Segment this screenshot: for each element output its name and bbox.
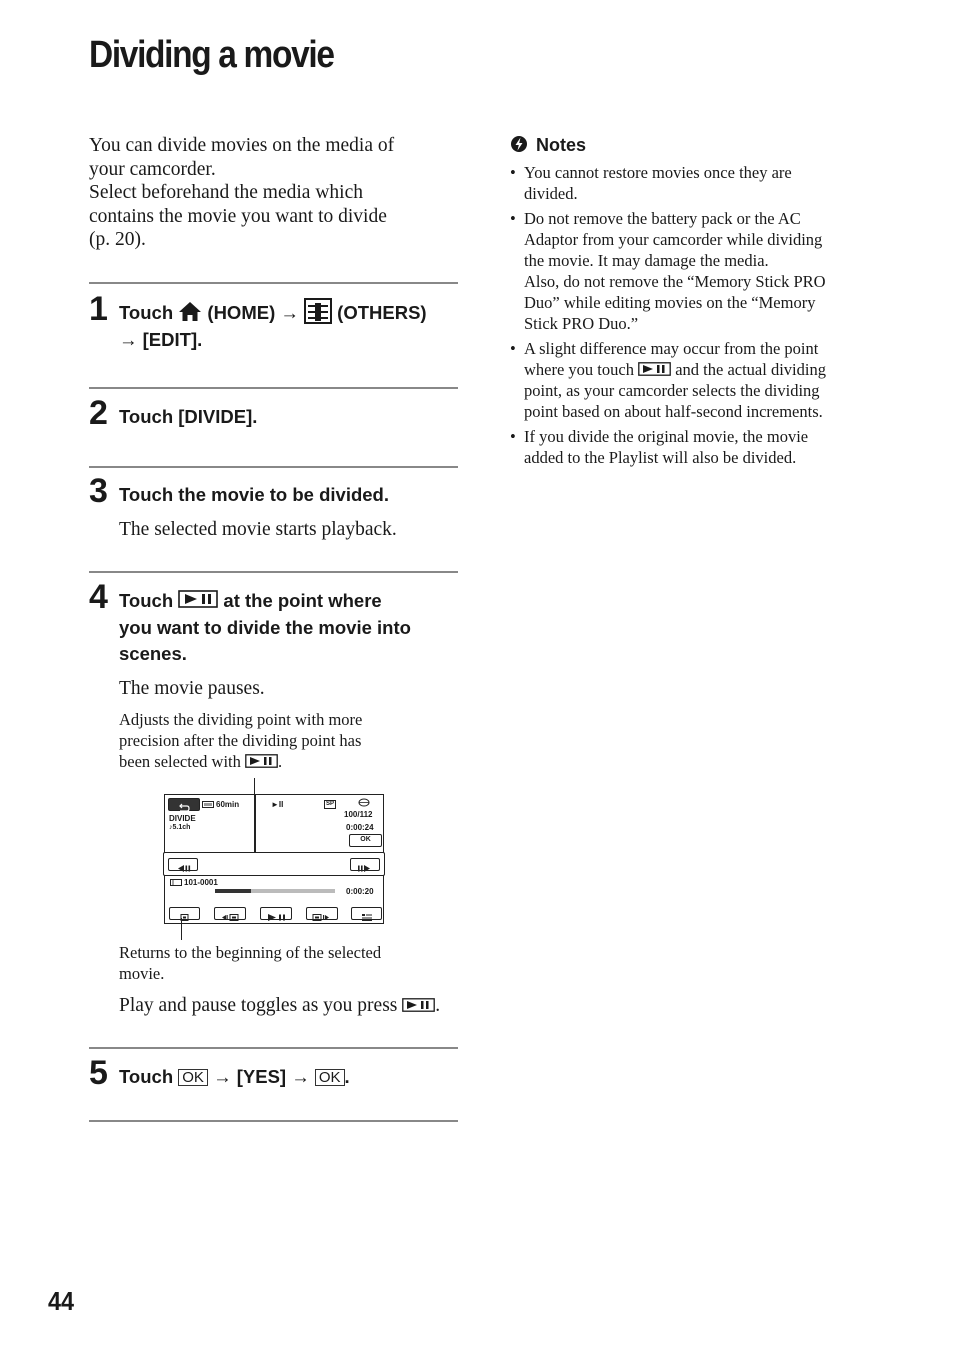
file-number: 101-0001 xyxy=(184,878,218,887)
note-line: Duo” while editing movies on the “Memory xyxy=(524,293,816,312)
note-line: • A slight difference may occur from the point xyxy=(524,339,819,358)
note-line-with-icon xyxy=(524,359,870,380)
yes-label: [YES] xyxy=(236,1066,287,1087)
battery-icon xyxy=(202,801,215,808)
step-4-line2: you want to divide the movie into xyxy=(119,616,411,638)
lcd-screen xyxy=(164,794,384,924)
divider xyxy=(89,1120,458,1122)
step-number: 1 xyxy=(89,290,108,328)
to-beginning-button[interactable] xyxy=(169,907,200,920)
note-line: added to the Playlist will also be divided. xyxy=(524,448,797,467)
note-item xyxy=(510,426,870,468)
divider xyxy=(89,571,458,573)
step-4-text xyxy=(119,588,454,668)
battery-remaining: 60min xyxy=(216,800,240,809)
step-4-line3: scenes. xyxy=(119,643,187,664)
return-icon xyxy=(169,803,199,814)
intro-line: (p. 20). xyxy=(89,229,146,250)
note-item xyxy=(510,208,870,334)
play-indicator: ►II xyxy=(271,800,284,809)
note-item xyxy=(510,162,870,204)
note-line: where you touch xyxy=(524,360,634,379)
divider xyxy=(89,282,458,284)
play-pause-icon xyxy=(402,998,435,1012)
play-pause-note-text: Play and pause toggles as you press xyxy=(119,995,398,1016)
play-pause-icon xyxy=(638,362,671,376)
intro-line: You can divide movies on the media of xyxy=(89,135,395,156)
step-3-text: Touch the movie to be divided. xyxy=(119,484,389,505)
callout-line-3 xyxy=(119,751,362,772)
note-line: the movie. It may damage the media. xyxy=(524,251,769,270)
ok-box-label: OK xyxy=(315,1069,345,1086)
film-icon xyxy=(170,879,182,886)
callout-line: movie. xyxy=(119,964,165,983)
step-2-text: Touch [DIVIDE]. xyxy=(119,406,258,427)
notes-icon xyxy=(510,135,528,153)
others-icon xyxy=(304,298,332,324)
home-icon xyxy=(178,301,202,322)
time-code-bottom: 0:00:20 xyxy=(346,887,374,896)
callout-line: Adjusts the dividing point with more xyxy=(119,710,363,729)
step-1-text xyxy=(119,298,454,353)
step-4-line1-rest: at the point where xyxy=(223,590,382,611)
callout-line: been selected with xyxy=(119,752,241,771)
step-4-body: The movie pauses. xyxy=(119,678,265,699)
note-item xyxy=(510,338,870,422)
arrow: → xyxy=(119,328,138,350)
audio-label: ♪5.1ch xyxy=(169,824,191,831)
page-title: Dividing a movie xyxy=(89,34,334,76)
note-line: Also, do not remove the “Memory Stick PRO xyxy=(524,272,826,291)
step-5-text xyxy=(119,1064,454,1091)
next-icon xyxy=(307,912,337,923)
time-code-top: 0:00:24 xyxy=(346,823,374,832)
note-line: point based on about half-second increments. xyxy=(524,402,823,421)
step-number: 3 xyxy=(89,472,108,510)
touch-word: Touch xyxy=(119,1066,174,1087)
note-line: and the actual dividing xyxy=(675,360,826,379)
divider xyxy=(89,1047,458,1049)
option-icon xyxy=(352,912,381,923)
callout-top xyxy=(119,709,362,772)
play-pause-note xyxy=(119,994,440,1017)
callout-bottom xyxy=(119,942,381,984)
period: . xyxy=(278,752,283,771)
progress-fill xyxy=(215,889,251,893)
play-pause-icon xyxy=(178,590,218,608)
notes-title: Notes xyxy=(536,135,587,155)
edit-label: [EDIT]. xyxy=(142,328,203,350)
note-line: point, as your camcorder selects the dividing xyxy=(524,381,820,400)
step-number: 4 xyxy=(89,578,108,616)
step-number: 2 xyxy=(89,394,108,432)
step-3-body: The selected movie starts playback. xyxy=(119,519,397,540)
sp-badge: SP xyxy=(326,801,335,807)
note-line: Adaptor from your camcorder while dividing xyxy=(524,230,823,249)
touch-word: Touch xyxy=(119,302,174,323)
beginning-icon xyxy=(170,912,199,923)
intro-line: contains the movie you want to divide xyxy=(89,205,387,227)
video-divider xyxy=(255,795,256,852)
intro-line: Select beforehand the media which xyxy=(89,182,363,203)
callout-line: Returns to the beginning of the selected xyxy=(119,943,382,962)
divider xyxy=(89,466,458,468)
period: . xyxy=(435,995,441,1016)
play-pause-button[interactable] xyxy=(260,907,292,920)
frame-forward-icon xyxy=(351,863,379,874)
return-button[interactable] xyxy=(168,798,200,811)
option-button[interactable] xyxy=(351,907,382,920)
arrow: → xyxy=(280,302,299,323)
period: . xyxy=(344,1066,350,1087)
fine-adjust-bar xyxy=(163,852,385,876)
progress-track xyxy=(215,889,335,893)
intro-line: your camcorder. xyxy=(89,158,216,180)
note-line: • Do not remove the battery pack or the AC xyxy=(524,209,801,228)
step-forward-button[interactable] xyxy=(350,858,380,871)
home-label: (HOME) xyxy=(207,302,276,323)
previous-scene-button[interactable] xyxy=(214,907,246,920)
note-line: divided. xyxy=(524,184,578,203)
arrow: → xyxy=(213,1066,232,1087)
play-pause-icon xyxy=(245,754,278,768)
note-line: Stick PRO Duo.” xyxy=(524,314,639,333)
intro-text xyxy=(89,134,449,252)
notes-heading xyxy=(510,135,586,156)
step-back-button[interactable] xyxy=(168,858,198,871)
frame-back-icon xyxy=(169,863,197,874)
ok-button[interactable]: OK xyxy=(349,834,382,847)
others-label: (OTHERS) xyxy=(337,302,427,323)
scene-counter: 100/112 xyxy=(344,810,373,819)
touch-word: Touch xyxy=(119,590,174,611)
divider xyxy=(89,387,458,389)
callout-line: precision after the dividing point has xyxy=(119,731,362,750)
next-scene-button[interactable] xyxy=(306,907,338,920)
page-number: 44 xyxy=(48,1286,75,1316)
note-line: • If you divide the original movie, the movie xyxy=(524,427,809,446)
notes-list xyxy=(510,162,870,472)
arrow: → xyxy=(291,1066,310,1087)
media-icon xyxy=(358,798,370,807)
ok-box-label: OK xyxy=(178,1069,208,1086)
play-pause-icon xyxy=(261,912,291,923)
note-line: • You cannot restore movies once they are xyxy=(524,163,792,182)
step-number: 5 xyxy=(89,1054,108,1092)
previous-icon xyxy=(215,912,245,923)
mode-label: DIVIDE xyxy=(169,814,196,823)
